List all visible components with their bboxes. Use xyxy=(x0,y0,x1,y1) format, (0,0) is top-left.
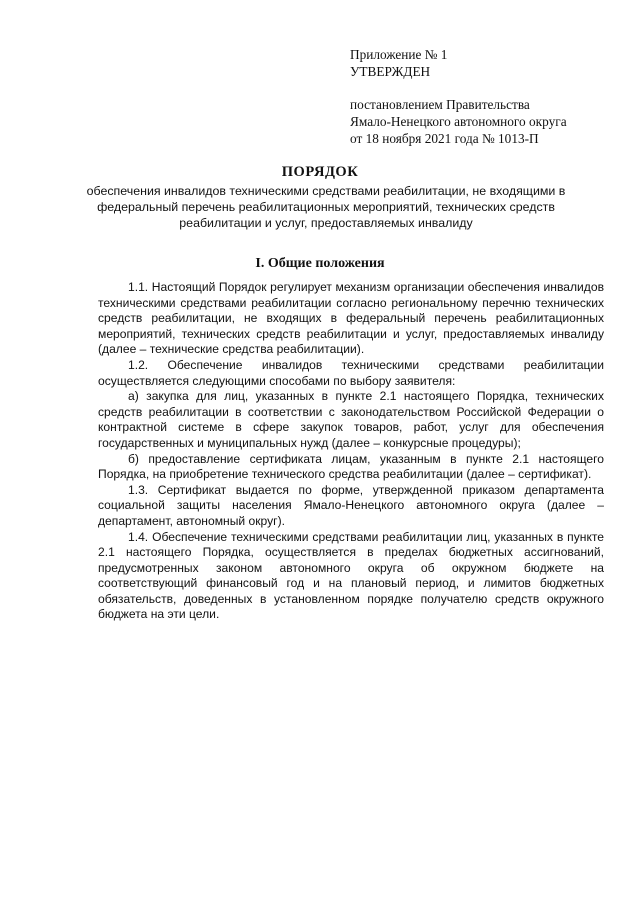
government-line: Ямало-Ненецкого автономного округа xyxy=(350,114,567,129)
approved-label: УТВЕРЖДЕН xyxy=(350,64,431,79)
paragraph-1-4: 1.4. Обеспечение техническими средствами реабилитации лиц, указанных в пункте 2.1 настоящего Порядка, осуществляется в пределах бюджетных ассигнований, предусмотренных законом автономного округа об окружном бюджете на соответствующий финансовый год и на плановый период, и лимитов бюджетных обязательств, доведенных в установленном порядке получателю средств окружного бюджета на эти цели. xyxy=(98,529,604,622)
paragraph-1-2-b: б) предоставление сертификата лицам, указанным в пункте 2.1 настоящего Порядка, на приобретение технического средства реабилитации (далее – сертификат). xyxy=(98,451,604,482)
document-body xyxy=(98,280,604,623)
resolution-line: постановлением Правительства xyxy=(350,97,530,112)
approval-block xyxy=(350,46,620,147)
document-subtitle: обеспечения инвалидов техническими средствами реабилитации, не входящими в федеральный перечень реабилитационных мероприятий, технических средств реабилитации и услуг, предоставляемых инвалиду xyxy=(86,184,566,230)
paragraph-1-2-a: а) закупка для лиц, указанных в пункте 2.1 настоящего Порядка, технических средств реабилитации в соответствии с законодательством Российской Федерации о контрактной системе в сфере закупок товаров, работ, услуг для обеспечения государственных и муниципальных нужд (далее – конкурсные процедуры); xyxy=(98,389,604,450)
paragraph-1-3: 1.3. Сертификат выдается по форме, утвержденной приказом департамента социальной защиты населения Ямало-Ненецкого автономного округа (далее – департамент, автономный округ). xyxy=(98,482,604,528)
document-title: ПОРЯДОК xyxy=(281,164,359,180)
section-heading: I. Общие положения xyxy=(255,256,385,271)
appendix-number: Приложение № 1 xyxy=(350,47,448,62)
spacer xyxy=(350,80,620,96)
paragraph-1-2: 1.2. Обеспечение инвалидов техническими средствами реабилитации осуществляется следующими способами по выбору заявителя: xyxy=(98,357,604,388)
paragraph-1-1: 1.1. Настоящий Порядок регулирует механизм организации обеспечения инвалидов техническими средствами реабилитации согласно региональному перечню технических средств реабилитации, не входящих в федеральный перечень реабилитационных мероприятий, технических средств реабилитации и услуг, предоставляемых инвалиду (далее – технические средства реабилитации). xyxy=(98,280,604,357)
resolution-date: от 18 ноября 2021 года № 1013-П xyxy=(350,131,539,146)
